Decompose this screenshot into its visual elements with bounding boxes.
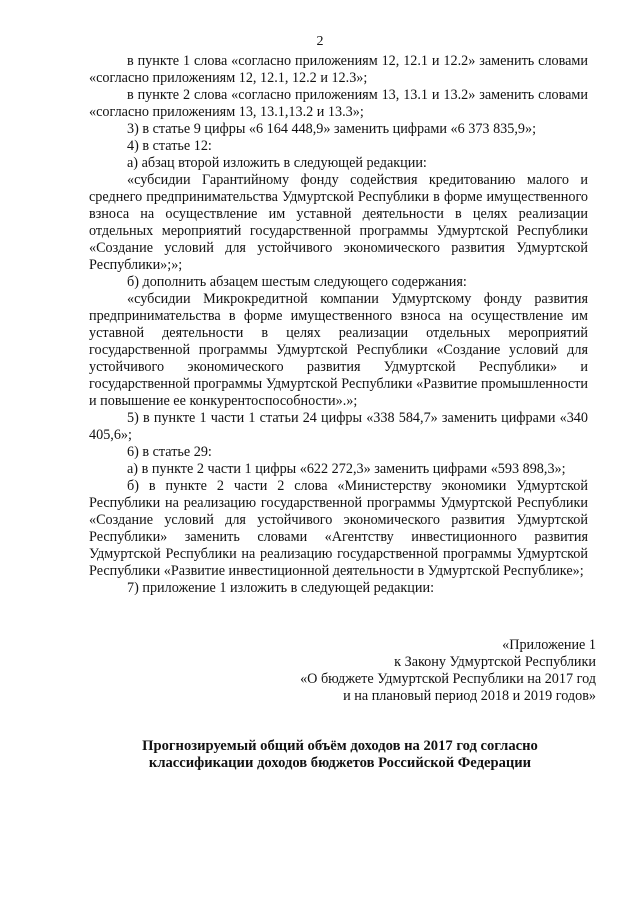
appendix-line-2: к Закону Удмуртской Республики [394,654,596,670]
paragraph-10: 6) в статье 29: [127,444,212,460]
page-number: 2 [316,34,324,49]
appendix-note [176,637,596,705]
paragraph-13: 7) приложение 1 изложить в следующей редакции: [127,580,435,596]
paragraph-5: а) абзац второй изложить в следующей редакции: [127,155,427,171]
paragraph-7: б) дополнить абзацем шестым следующего содержания: [127,274,467,290]
table-title-line-1: Прогнозируемый общий объём доходов на 2017 год согласно [142,738,538,754]
paragraph-12: б) в пункте 2 части 2 слова «Министерству экономики Удмуртской Республики на реализацию государственной программы Удмуртской Республики «Создание условий для устойчивого экономического развития Удмуртской Республики» заменить словами «Агентству инвестиционного развития Удмуртской Республики на реализацию государственной программы Удмуртской Республики «Развитие инвестиционной деятельности в Удмуртской Республике»; [89,478,588,579]
paragraph-1: в пункте 1 слова «согласно приложениям 12, 12.1 и 12.2» заменить словами «согласно приложениям 12, 12.1, 12.2 и 12.3»; [89,53,588,86]
appendix-line-4: и на плановый период 2018 и 2019 годов» [343,688,596,704]
paragraph-2: в пункте 2 слова «согласно приложениям 13, 13.1 и 13.2» заменить словами «согласно приложениям 13, 13.1,13.2 и 13.3»; [89,87,588,120]
paragraph-3: 3) в статье 9 цифры «6 164 448,9» заменить цифрами «6 373 835,9»; [127,121,537,137]
table-title-line-2: классификации доходов бюджетов Российской Федерации [148,755,532,771]
amendment-text [89,53,588,597]
paragraph-11: а) в пункте 2 части 1 цифры «622 272,3» заменить цифрами «593 898,3»; [127,461,566,477]
paragraph-8: «субсидии Микрокредитной компании Удмуртскому фонду развития предпринимательства в форме имущественного взноса на осуществление им уставной деятельности в целях реализации отдельных мероприятий государственной программы Удмуртской Республики «Создание условий для устойчивого экономического развития Удмуртской Республики» и государственной программы Удмуртской Республики «Развитие промышленности и повышение ее конкурентоспособности».»; [89,291,588,409]
paragraph-4: 4) в статье 12: [127,138,212,154]
paragraph-9: 5) в пункте 1 части 1 статьи 24 цифры «338 584,7» заменить цифрами «340 405,6»; [89,410,588,443]
paragraph-6: «субсидии Гарантийному фонду содействия кредитованию малого и среднего предпринимательства Удмуртской Республики в форме имущественного взноса на осуществление им уставной деятельности в целях реализации отдельных мероприятий государственной программы Удмуртской Республики «Создание условий для устойчивого экономического развития Удмуртской Республики»;»; [89,172,588,273]
table-title [60,738,620,772]
appendix-line-3: «О бюджете Удмуртской Республики на 2017 год [300,671,596,687]
appendix-line-1: «Приложение 1 [502,637,596,653]
